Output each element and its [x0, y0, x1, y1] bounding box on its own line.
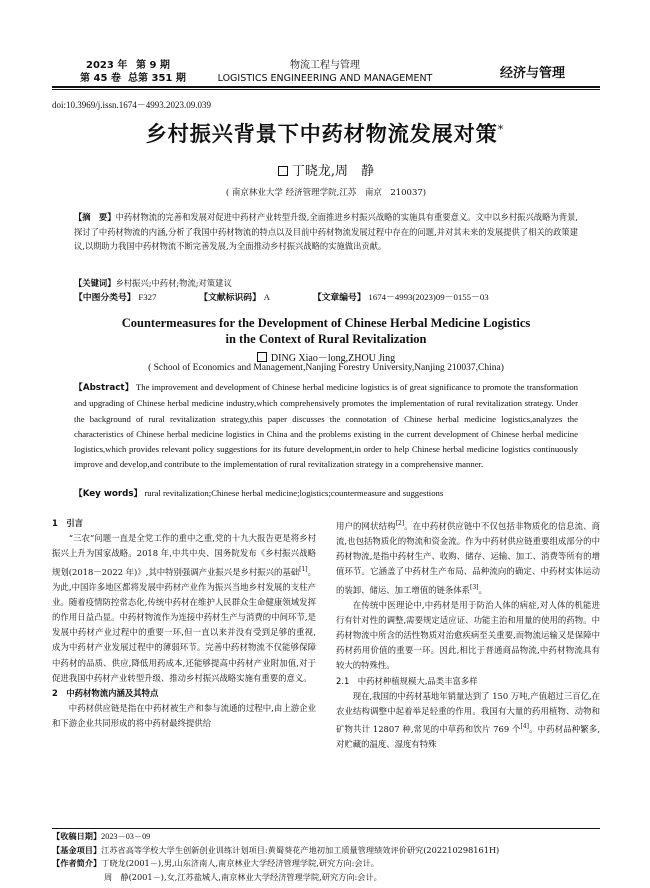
title-en-line2: in the Context of Rural Revitalization: [225, 332, 427, 346]
authors-cn-text: 丁晓龙,周 静: [291, 164, 375, 179]
fund-line: [52, 844, 600, 858]
cont-text-2: 。在中药材供应链中不仅包括非物质化的信息流、商流,也包括物质化的物流和资金流。作为中药材供应链重要组成部分的中药材物流,是指中药材生产、收购、储存、运输、加工、消费等所有的增值环节。它涵盖了中药材生产布局、品种流向的确定、中药材实体运动的装卸、储运、加工增值的链条体系: [336, 520, 601, 595]
section-heading-1: 1 引言: [52, 518, 83, 528]
affiliation-en: ( School of Economics and Management,Nanjing Forestry University,Nanjing 210037,China): [148, 363, 504, 373]
header-issue: 第 9 期: [136, 60, 170, 71]
clc-label: 【中图分类号】: [74, 293, 136, 303]
cont-text: 用户的网状结构: [336, 520, 396, 531]
continued-paragraph: [336, 516, 600, 598]
journal-name-en: LOGISTICS ENGINEERING AND MANAGEMENT: [217, 73, 433, 84]
intro-paragraph: [52, 531, 316, 686]
right-column: [336, 516, 600, 752]
bio-1-text: 丁晓龙(2001－),男,山东济南人,南京林业大学经济管理学院,研究方向:会计。: [101, 858, 379, 868]
left-column: [52, 516, 316, 732]
doc-value: A: [263, 292, 271, 302]
article-value: 1674－4993(2023)09－0155－03: [368, 292, 489, 302]
checkbox-icon: [257, 352, 267, 362]
received-line: [52, 830, 600, 844]
abstract-en-label: 【Abstract】: [74, 383, 134, 393]
keywords-cn-label: 【关键词】: [74, 278, 116, 288]
header-rule-thin: [52, 89, 600, 90]
keywords-cn: [74, 276, 578, 291]
tcm-paragraph: 在传统中医理论中,中药材是用于防治人体的病症,对人体的机能进行有针对性的调整,需要规定适应证、功能主治和用量的使用的药物。中药材物流中所含的活性物质对治愈疾病至关重要,而物流运输又是保障中药材药用价值的重要一环。因此,相比于普通商品物流,中药材物流具有较大的特殊性。: [336, 599, 600, 671]
authors-cn: [52, 160, 600, 179]
ref-2: [2]: [395, 520, 405, 527]
keywords-cn-text: 乡村振兴;中药材;物流;对策建议: [115, 278, 232, 288]
keywords-en: [74, 486, 578, 502]
intro-text: “三农”问题一直是全党工作的重中之重,党的十九大报告更是将乡村振兴上升为国家战略。2018 年,中共中央、国务院发布《乡村振兴战略规划(2018－2022 年)》,其中特别强调产业振兴是乡村振兴的基础: [52, 533, 316, 577]
ref-4: [4]: [520, 723, 530, 731]
section2-paragraph: 中药材供应链是指在中药材被生产和参与流通的过程中,由上游企业和下游企业共同形成的将中药材最终提供给: [52, 703, 316, 729]
section-heading-2: 2 中药材物流内涵及其特点: [52, 688, 159, 699]
header-year: 2023 年: [86, 60, 128, 71]
subsection-heading-2-1: 2.1 中药材种植规模大,品类丰富多样: [336, 675, 478, 686]
sub-text: 现在,我国的中药材基地年销量达到了 150 万吨,产值超过三百亿,在农业结构调整中起着举足轻重的作用。我国有大量的药用植物、动物和矿物共计 12807 种,常见的中草药和饮片 769 个: [336, 690, 600, 735]
checkbox-icon: [278, 166, 288, 176]
ref-3: [3]: [470, 583, 479, 591]
cont-text-3: 。: [478, 584, 487, 595]
keywords-en-text: rural revitalization;Chinese herbal medicine;logistics;countermeasure and suggestions: [144, 488, 444, 498]
abstract-en-text: The improvement and development of Chinese herbal medicine logistics is of great significance to promote the transformation and upgrading of Chinese herbal medicine industry,which comprehensively promotes the implementation of rural revitalization strategy. Under the background of rural revitalization strategy,this paper discusses the connotation of Chinese herbal medicine logistics,analyzes the characteristics of Chinese herbal medicine logistics in China and the problems existing in the current development of Chinese herbal medicine logistics,which provides relevant policy suggestions for its future development,in order to help Chinese herbal medicine logistics continuously improve and develop,and contribute to the implementation of rural revitalization strategy in a comprehensive manner.: [74, 382, 579, 470]
ref-1: [1]: [299, 565, 308, 573]
classification-line: [74, 290, 578, 306]
authors-en: [52, 349, 600, 364]
header-rule: [52, 86, 600, 88]
title-en-line1: Countermeasures for the Development of Chinese Herbal Medicine Logistics: [121, 316, 531, 330]
journal-name-cn: 物流工程与管理: [290, 60, 360, 71]
doc-label: 【文献标识码】: [199, 293, 261, 303]
page-title: [0, 118, 650, 148]
bio-line-1: [52, 857, 600, 871]
title-text: 乡村振兴背景下中药材物流发展对策: [145, 121, 498, 146]
abstract-cn: [74, 210, 578, 254]
article-label: 【文章编号】: [312, 293, 366, 303]
section-name: 经济与管理: [500, 66, 566, 81]
received-date: 2023－03－09: [101, 832, 151, 841]
affiliation-cn: ( 南京林业大学 经济管理学院,江苏 南京 210037): [225, 188, 427, 198]
received-label: 【收稿日期】: [52, 831, 102, 841]
header-volume: 第 45 卷: [80, 73, 121, 84]
fund-text: 江苏省高等学校大学生创新创业训练计划项目:黄蜀葵花产地初加工质量管理绩效评价研究(202210298161H): [101, 844, 500, 855]
doi: doi:10.3969/j.issn.1674－4993.2023.09.039: [52, 100, 212, 110]
keywords-en-label: 【Key words】: [74, 489, 143, 499]
footnote-block: [52, 830, 600, 884]
authors-en-text: DING Xiao－long,ZHOU Jing: [270, 353, 396, 364]
bio-label: 【作者简介】: [52, 858, 102, 868]
clc-value: F327: [138, 292, 157, 302]
fund-label: 【基金项目】: [52, 844, 102, 855]
title-footnote-mark: *: [497, 123, 505, 136]
sub-text-2: 。中药材品种繁多,对贮藏的温度、湿度有特殊: [336, 724, 601, 750]
bio-line-2: 周 静(2001－),女,江苏盐城人,南京林业大学经济管理学院,研究方向:会计。: [104, 871, 382, 882]
header-total-issue: 总第 351 期: [128, 73, 186, 84]
abstract-cn-label: 【摘 要】: [74, 212, 116, 222]
intro-text-cont: 。为此,中国许多地区都将发展中药材产业作为振兴当地乡村发展的支柱产业。随着疫情防控常态化,传统中药材在维护人民群众生命健康领域发挥的作用日益凸显。中药材物流作为连接中药材生产与消费的中间环节,是发展中药材产业过程中的重要一环,但一直以来并没有受到足够的重视,成为中药材产业发展过程中的薄弱环节。完善中药材物流不仅能够保障中药材的品质、供应,降低用药成本,还能够提高中药材产业附加值,对于促进我国中药材产业转型升级、推动乡村振兴战略实施有重要的意义。: [52, 566, 316, 683]
footer-rule: [52, 828, 600, 829]
abstract-en: [74, 380, 578, 473]
abstract-cn-text: 中药材物流的完善和发展对促进中药材产业转型升级,全面推进乡村振兴战略的实施具有重要意义。文中以乡村振兴战略为背景,探讨了中药材物流的内涵,分析了我国中药材物流的特点以及目前中药材物流发展过程中存在的问题,并对其未来的发展提供了相关的政策建议,以期助力我国中药材物流不断完善发展,为全面推动乡村振兴战略的实施做出贡献。: [74, 212, 578, 251]
subsection-paragraph: [336, 689, 600, 753]
